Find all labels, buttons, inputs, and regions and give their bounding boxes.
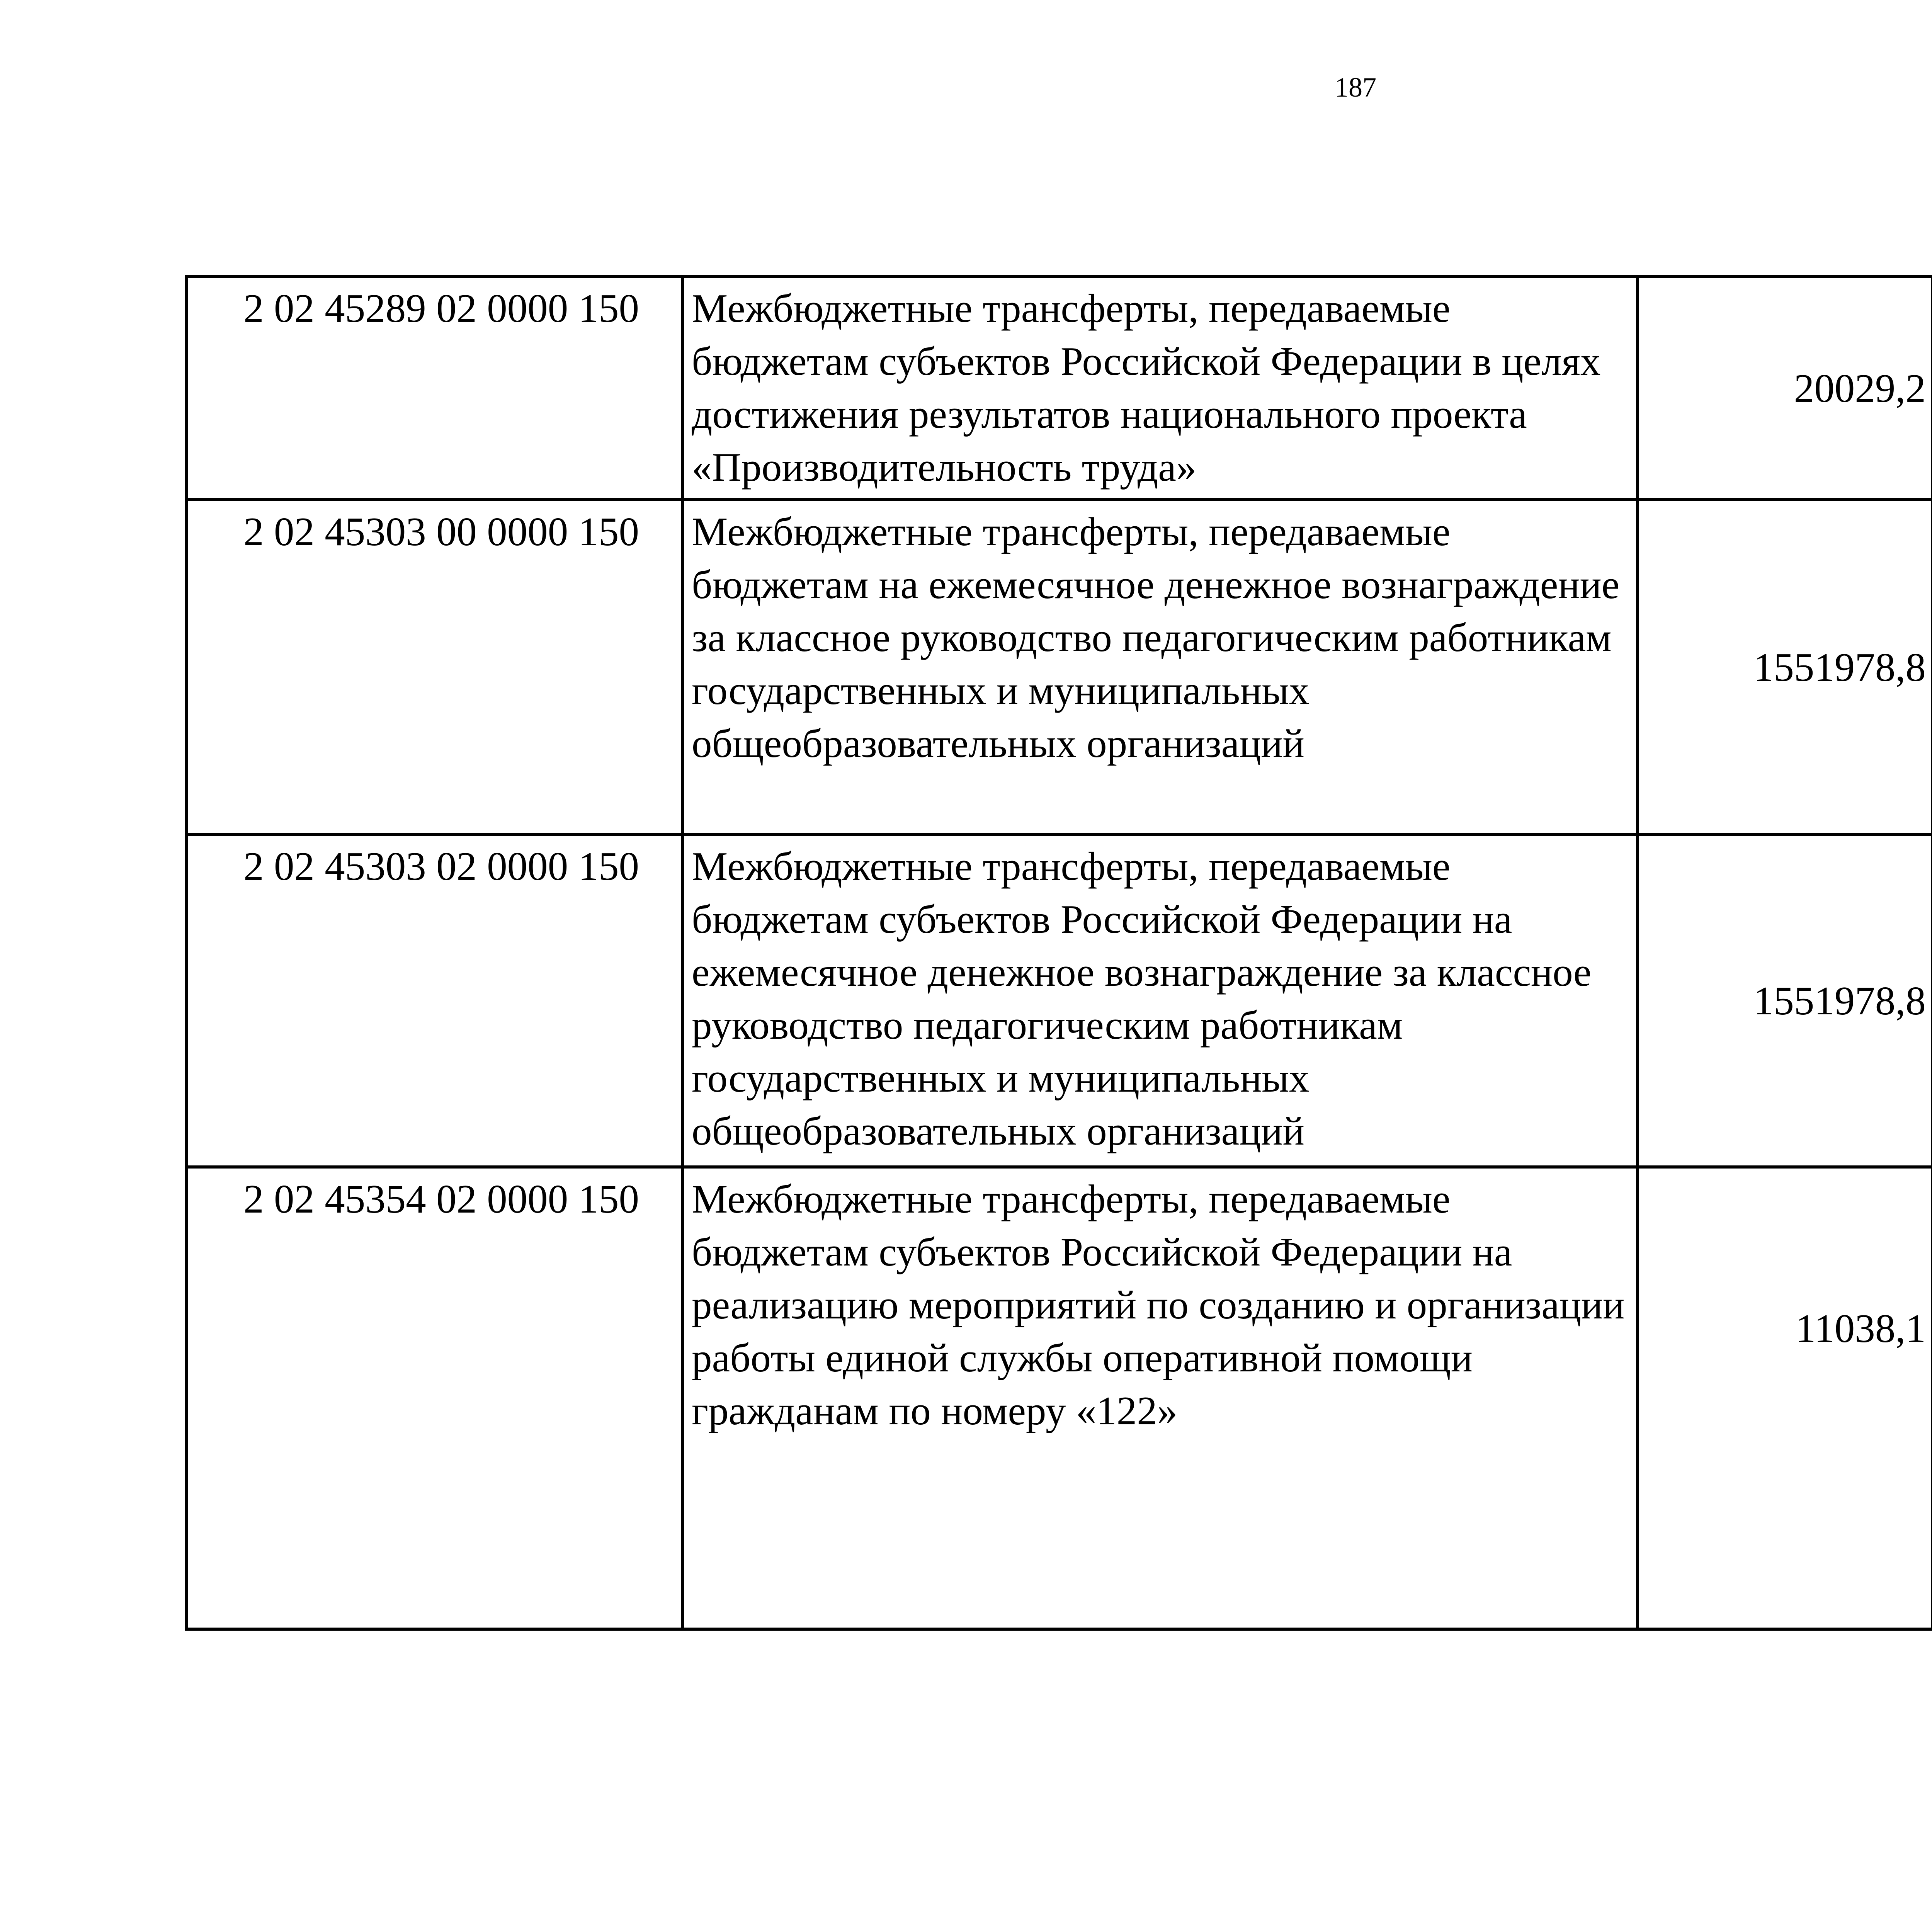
description-cell: Межбюджетные трансферты, передаваемые бюджетам субъектов Российской Федерации на ежемесячное денежное вознаграждение за классное руководство педагогическим работникам государственных и муниципальных общеобразовательных организаций — [682, 834, 1638, 1167]
budget-code-cell: 2 02 45289 02 0000 150 — [186, 276, 682, 500]
value-1-cell: 1551978,8 — [1638, 500, 1932, 834]
table-row — [186, 1167, 1932, 1629]
value-1-cell: 20029,2 — [1638, 276, 1932, 500]
budget-code-cell: 2 02 45303 00 0000 150 — [186, 500, 682, 834]
description-cell: Межбюджетные трансферты, передаваемые бюджетам субъектов Российской Федерации на реализацию мероприятий по созданию и организации работы единой службы оперативной помощи гражданам по номеру «122» — [682, 1167, 1638, 1629]
table-row — [186, 500, 1932, 834]
description-cell: Межбюджетные трансферты, передаваемые бюджетам на ежемесячное денежное вознаграждение за классное руководство педагогическим работникам государственных и муниципальных общеобразовательных организаций — [682, 500, 1638, 834]
value-1-cell: 1551978,8 — [1638, 834, 1932, 1167]
budget-code-cell: 2 02 45354 02 0000 150 — [186, 1167, 682, 1629]
budget-code-cell: 2 02 45303 02 0000 150 — [186, 834, 682, 1167]
budget-table — [185, 275, 1932, 1631]
description-cell: Межбюджетные трансферты, передаваемые бюджетам субъектов Российской Федерации в целях достижения результатов национального проекта «Производительность труда» — [682, 276, 1638, 500]
table-row — [186, 834, 1932, 1167]
table-row — [186, 276, 1932, 500]
page-number: 187 — [1335, 72, 1376, 103]
value-1-cell: 11038,1 — [1638, 1167, 1932, 1629]
